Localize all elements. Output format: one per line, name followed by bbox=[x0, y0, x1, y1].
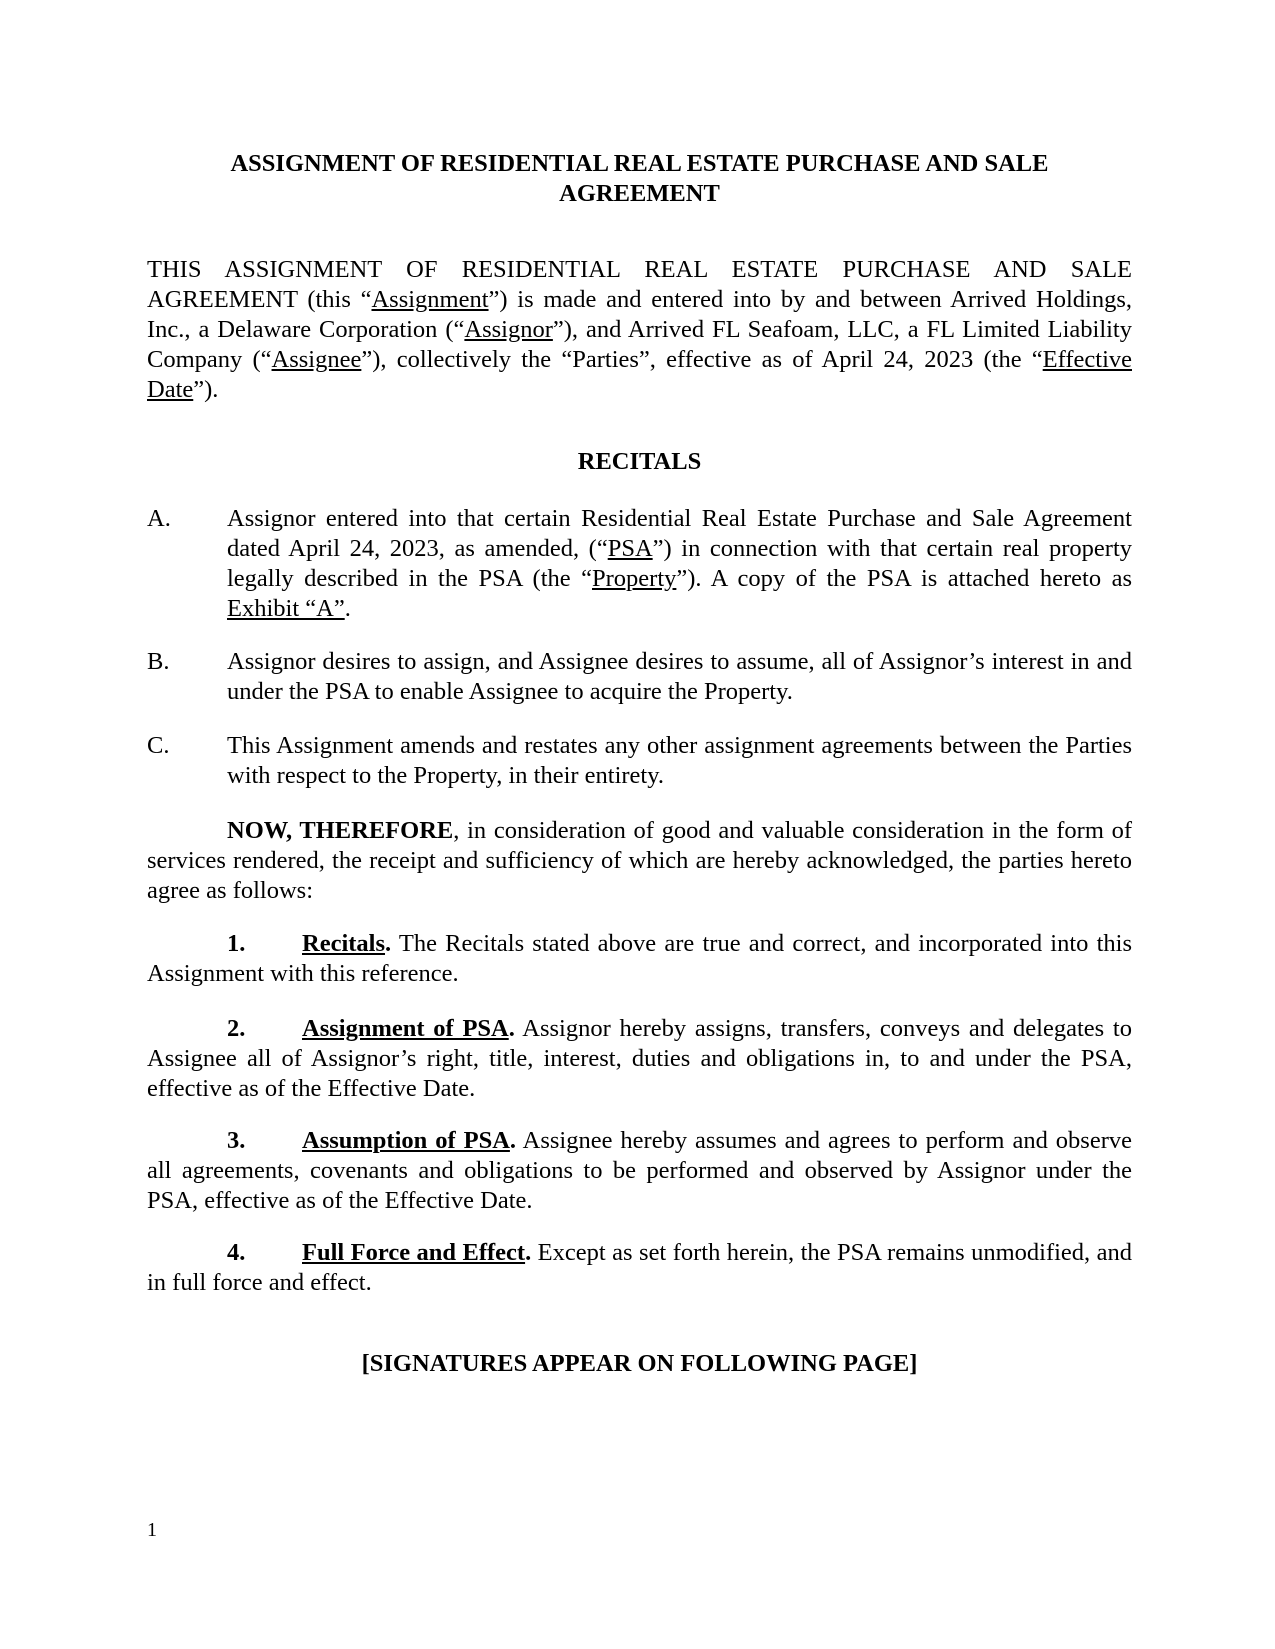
recital-item-b bbox=[147, 647, 1132, 707]
recital-text-a: Assignor entered into that certain Residential Real Estate Purchase and Sale Agreement dated April 24, 2023, as amended, (“PSA”) in connection with that certain real property legally described in the PSA (the “Property”). A copy of the PSA is attached hereto as Exhibit “A”. bbox=[227, 505, 1133, 622]
document-content bbox=[147, 149, 1132, 1379]
section-3-number: 3. bbox=[227, 1127, 246, 1154]
recital-marker-a: A. bbox=[147, 505, 171, 532]
document-title-line-1: ASSIGNMENT OF RESIDENTIAL REAL ESTATE PURCHASE AND SALE bbox=[230, 150, 1049, 177]
section-4-paragraph bbox=[147, 1238, 1132, 1298]
document-title bbox=[147, 149, 1132, 209]
recital-text-c: This Assignment amends and restates any other assignment agreements between the Parties with respect to the Property, in their entirety. bbox=[227, 732, 1132, 789]
section-4-text: Full Force and Effect. Except as set forth herein, the PSA remains unmodified, and in full force and effect. bbox=[147, 1239, 1132, 1296]
section-3-paragraph bbox=[147, 1126, 1132, 1216]
now-therefore-paragraph: NOW, THEREFORE, in consideration of good and valuable consideration in the form of services rendered, the receipt and sufficiency of which are hereby acknowledged, the parties hereto agree as follows: bbox=[147, 817, 1133, 904]
section-3-text: Assumption of PSA. Assignee hereby assumes and agrees to perform and observe all agreements, covenants and obligations to be performed and observed by Assignor under the PSA, effective as of the Effective Date. bbox=[147, 1127, 1132, 1214]
section-2-number: 2. bbox=[227, 1015, 246, 1042]
section-1-number: 1. bbox=[227, 930, 246, 957]
recital-marker-c: C. bbox=[147, 732, 170, 759]
page-number: 1 bbox=[147, 1519, 157, 1541]
section-1-text: Recitals. The Recitals stated above are true and correct, and incorporated into this Assignment with this reference. bbox=[147, 930, 1132, 987]
recital-item-a bbox=[147, 504, 1132, 624]
section-1-paragraph bbox=[147, 929, 1132, 989]
recital-item-c bbox=[147, 731, 1132, 791]
section-4-number: 4. bbox=[227, 1239, 246, 1266]
intro-paragraph: THIS ASSIGNMENT OF RESIDENTIAL REAL ESTATE PURCHASE AND SALE AGREEMENT (this “Assignment”) is made and entered into by and between Arrived Holdings, Inc., a Delaware Corporation (“Assignor”), and Arrived FL Seafoam, LLC, a FL Limited Liability Company (“Assignee”), collectively the “Parties”, effective as of April 24, 2023 (the “Effective Date”). bbox=[147, 256, 1132, 403]
section-2-text: Assignment of PSA. Assignor hereby assigns, transfers, conveys and delegates to Assignee all of Assignor’s right, title, interest, duties and obligations in, to and under the PSA, effective as of the Effective Date. bbox=[147, 1015, 1132, 1102]
document-title-line-2: AGREEMENT bbox=[559, 180, 720, 207]
signatures-note: [SIGNATURES APPEAR ON FOLLOWING PAGE] bbox=[361, 1350, 918, 1377]
section-2-paragraph bbox=[147, 1014, 1132, 1104]
recital-marker-b: B. bbox=[147, 648, 170, 675]
recital-text-b: Assignor desires to assign, and Assignee desires to assume, all of Assignor’s interest in and under the PSA to enable Assignee to acquire the Property. bbox=[227, 648, 1132, 705]
recitals-heading: RECITALS bbox=[577, 448, 702, 475]
